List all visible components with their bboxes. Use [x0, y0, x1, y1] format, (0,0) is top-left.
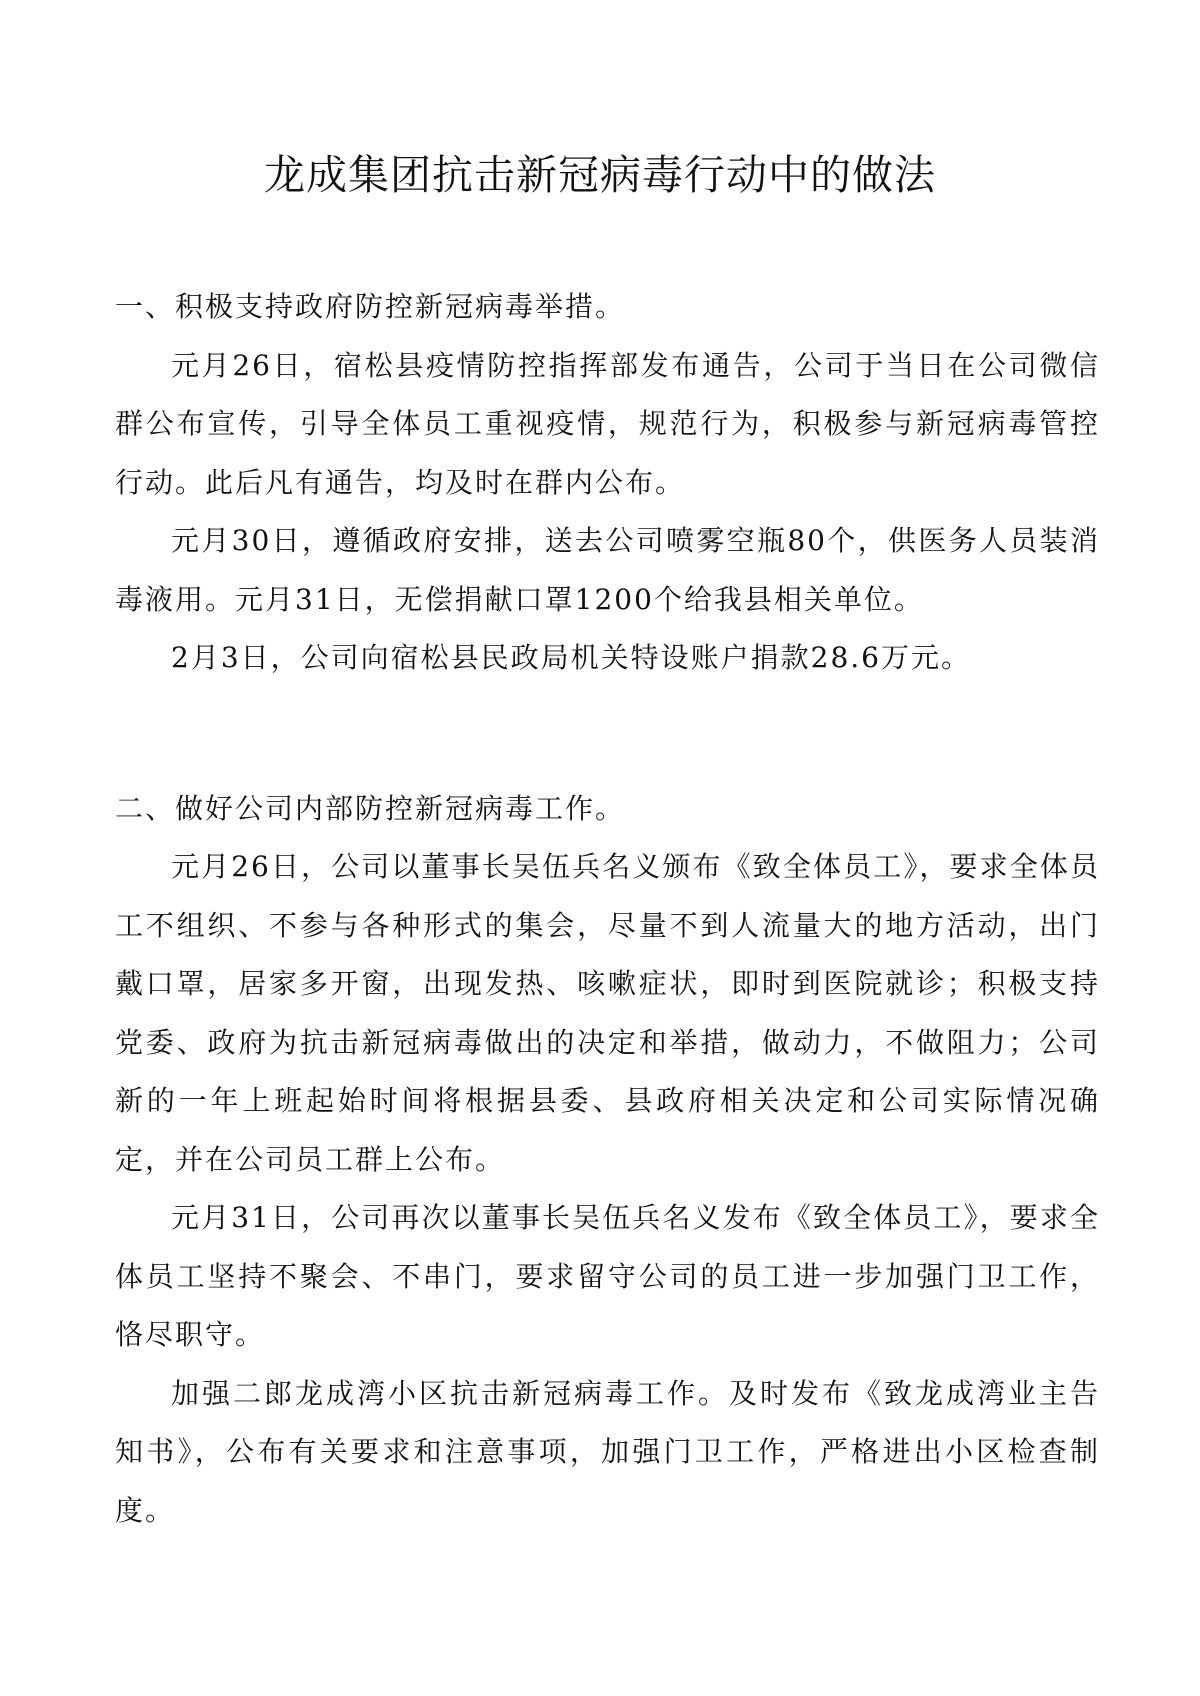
- section-2-paragraph-3: 加强二郎龙成湾小区抗击新冠病毒工作。及时发布《致龙成湾业主告知书》，公布有关要求和注意事项，加强门卫工作，严格进出小区检查制度。: [115, 1376, 1100, 1527]
- section-1-paragraph-1: 元月26日，宿松县疫情防控指挥部发布通告，公司于当日在公司微信群公布宣传，引导全体员工重视疫情，规范行为，积极参与新冠病毒管控行动。此后凡有通告，均及时在群内公布。: [115, 348, 1100, 499]
- section-2-paragraph-1: 元月26日，公司以董事长吴伍兵名义颁布《致全体员工》，要求全体员工不组织、不参与各种形式的集会，尽量不到人流量大的地方活动，出门戴口罩，居家多开窗，出现发热、咳嗽症状，即时到医院就诊；积极支持党委、政府为抗击新冠病毒做出的决定和举措，做动力，不做阻力；公司新的一年上班起始时间将根据县委、县政府相关决定和公司实际情况确定，并在公司员工群上公布。: [115, 850, 1100, 1176]
- section-spacer: [115, 688, 1100, 780]
- section-1-paragraph-2: 元月30日，遵循政府安排，送去公司喷雾空瓶80个，供医务人员装消毒液用。元月31日，无偿捐献口罩1200个给我县相关单位。: [115, 524, 1100, 616]
- document-title: 龙成集团抗击新冠病毒行动中的做法: [264, 151, 936, 199]
- section-2: [115, 780, 1100, 1541]
- section-1-heading: 一、积极支持政府防控新冠病毒举措。: [115, 290, 626, 323]
- section-2-paragraph-2: 元月31日，公司再次以董事长吴伍兵名义发布《致全体员工》，要求全体员工坚持不聚会、不串门，要求留守公司的员工进一步加强门卫工作，恪尽职守。: [115, 1201, 1100, 1351]
- section-1: [115, 278, 1100, 688]
- document-body: [115, 278, 1100, 1540]
- section-1-paragraph-3: 2月3日，公司向宿松县民政局机关特设账户捐款28.6万元。: [171, 641, 971, 674]
- section-2-heading: 二、做好公司内部防控新冠病毒工作。: [115, 791, 626, 825]
